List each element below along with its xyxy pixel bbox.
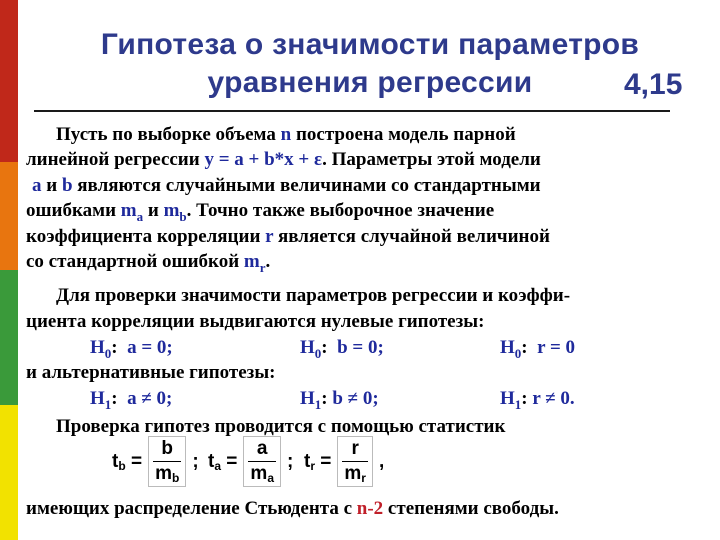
text-line-6: со стандартной ошибкой $m_r$. [26,251,271,275]
text-line-8: циента корреляции выдвигаются нулевые гипотезы: [26,311,485,332]
title-divider [34,110,670,112]
side-stripe-red [0,0,18,162]
side-stripe-green [0,270,18,405]
text-line-4: ошибками $m_a$ и $m_b$. Точно также выборочное значение [26,200,495,224]
text-line-7: Для проверки значимости параметров регрессии и коэффи- [56,285,571,306]
title-line-1: Гипотеза о значимости параметров [100,28,640,61]
title-line-2: уравнения регрессии [207,66,533,99]
side-stripe-yellow [0,405,18,540]
text-line-2: линейной регрессии y = a + b*x + ε. Параметры этой модели [26,149,541,170]
slide-number: 4,15 [624,68,683,101]
side-stripe-orange [0,162,18,270]
text-line-1: Пусть по выборке объема n построена модель парной [56,124,516,145]
text-line-3: a и b являются случайными величинами со стандартными [32,175,541,196]
alt-hypothesis-b: $H_1$: b ≠ 0; [300,388,379,412]
regression-equation: y = a + b*x + ε [204,149,323,170]
statistic-t-r: $t_r$ = $\frac{r}{m_r}$ , [304,438,385,485]
text-line-5: коэффициента корреляции r является случайной величиной [26,226,550,247]
null-hypothesis-b: $H_0$: b = 0; [300,337,384,361]
alt-hypothesis-r: $H_1$: r ≠ 0. [500,388,575,412]
null-hypothesis-a: $H_0$: a = 0; [90,337,173,361]
statistic-t-b: $t_b$ = $\frac{b}{m_b}$ ; [112,438,199,485]
null-hypothesis-r: $H_0$: r = 0 [500,337,576,361]
statistic-t-a: $t_a$ = $\frac{a}{m_a}$ ; [208,438,294,485]
text-line-12: Проверка гипотез проводится с помощью статистик [56,416,506,437]
text-line-14: имеющих распределение Стьюдента с n-2 степенями свободы. [26,498,559,519]
slide-title [20,26,720,102]
alt-hypothesis-a: $H_1$: a ≠ 0; [90,388,173,412]
text-line-10: и альтернативные гипотезы: [26,362,276,383]
